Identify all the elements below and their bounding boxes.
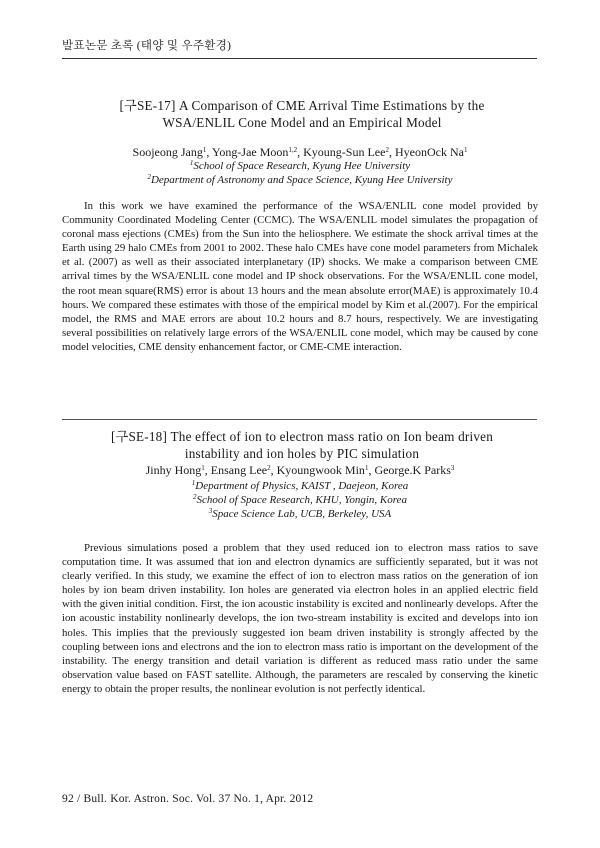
affiliation-line (62, 507, 538, 521)
header-rule (62, 58, 537, 59)
section-divider (62, 419, 537, 420)
article-2-abstract: Previous simulations posed a problem that they used reduced ion to electron mass ratios to save computation time. It was assumed that ion and electron dynamics are sufficiently separated, but it was not clearly verified. In this study, we examine the effect of ion to electron mass ratios on the generation of ion holes by ion beam driven instability. Ion holes are generated via electron holes in an applied electric field with the given initial condition. First, the ion acoustic instability is excited and nonlinearly develops. After the ion acoustic instability nonlinearly develops, the ion two-stream instability is excited and develops into ion holes. This implies that the previously suggested ion beam driven instability is strongly affected by the coupling between ions and electrons and the ion to electron mass ratio is important on the development of the instability. The energy transition and detail variation is different as reduced mass ratio under the same observation value based on FAST satellite. Although, the parameters are rescaled by conserving the kinetic energy to obtain the proper results, the nonlinear evolution is not perfectly identical. (62, 542, 538, 695)
article-1-title-line1: [구SE-17] A Comparison of CME Arrival Time Estimations by the (119, 98, 485, 113)
article-1-authors (62, 145, 538, 160)
article-1-abstract: In this work we have examined the performance of the WSA/ENLIL cone model provided by Community Coordinated Modeling Center (CCMC). The WSA/ENLIL model simulates the propagation of coronal mass ejections (CMEs) from the Sun into the heliosphere. We estimate the shock arrival times at the Earth using 29 halo CMEs from 2001 to 2002. These halo CMEs have cone model parameters from Michalek et al. (2007) as well as their associated interplanetary (IP) shocks. We make a comparison between CME arrival times by the WSA/ENLIL cone model and IP shock observations. For the WSA/ENLIL cone model, the root mean square(RMS) error is about 13 hours and the mean absolute error(MAE) is approximately 10.4 hours. We compared these estimates with those of the empirical model by Kim et al.(2007). For the empirical model, the RMS and MAE errors are about 10.2 hours and 8.7 hours, respectively. We are investigating several possibilities on relatively large errors of the WSA/ENLIL cone model, which may be caused by cone model velocities, CME density enhancement factor, or CME-CME interaction. (62, 200, 538, 353)
affiliation-line (62, 479, 538, 493)
affiliation-mark: 3 (208, 507, 213, 515)
author-separator: , (368, 463, 375, 477)
affiliation-text: Space Science Lab, UCB, Berkeley, USA (212, 508, 392, 520)
author-name: Kyoungwook Min (276, 463, 365, 477)
affiliation-text: Department of Astronomy and Space Science, Kyung Hee University (150, 174, 453, 186)
affiliation-text: School of Space Research, Kyung Hee University (193, 160, 411, 172)
author-affiliation-mark: 3 (450, 464, 455, 472)
author-separator: , (388, 145, 395, 159)
affiliation-text: School of Space Research, KHU, Yongin, Korea (196, 494, 407, 506)
author-affiliation-mark: 1 (364, 464, 369, 472)
affiliation-mark: 2 (192, 493, 197, 501)
article-2-title-line2: instability and ion holes by PIC simulation (184, 446, 420, 461)
author-separator: , (204, 463, 211, 477)
article-2-authors (62, 463, 538, 478)
affiliation-mark: 1 (189, 159, 194, 167)
author-name: HyeonOck Na (394, 145, 464, 159)
footer-citation: 92 / Bull. Kor. Astron. Soc. Vol. 37 No. 1, Apr. 2012 (62, 793, 314, 805)
article-2-title-line1: [구SE-18] The effect of ion to electron mass ratio on Ion beam driven (110, 429, 494, 444)
author-name: Kyoung-Sun Lee (303, 145, 386, 159)
author-affiliation-mark: 1 (202, 146, 207, 154)
author-separator: , (206, 145, 212, 159)
affiliation-text: Department of Physics, KAIST , Daejeon, Korea (195, 480, 409, 492)
affiliation-mark: 2 (147, 173, 151, 181)
author-name: Ensang Lee (210, 463, 268, 477)
author-affiliation-mark: 1,2 (288, 146, 298, 154)
affiliation-line (62, 493, 538, 507)
article-2-affiliations (62, 479, 538, 521)
author-name: George.K Parks (374, 463, 451, 477)
article-2-title (72, 428, 532, 462)
author-separator: , (297, 145, 304, 159)
author-affiliation-mark: 1 (201, 464, 205, 472)
affiliation-mark: 1 (191, 479, 196, 487)
running-head: 발표논문 초록 (태양 및 우주환경) (62, 40, 232, 52)
author-affiliation-mark: 1 (463, 146, 468, 154)
article-1-affiliations (62, 159, 538, 187)
author-affiliation-mark: 2 (385, 146, 389, 154)
author-name: Yong-Jae Moon (211, 145, 289, 159)
affiliation-line (62, 159, 538, 173)
author-affiliation-mark: 2 (267, 464, 271, 472)
author-separator: , (270, 463, 277, 477)
author-name: Soojeong Jang (132, 145, 203, 159)
author-name: Jinhy Hong (145, 463, 202, 477)
affiliation-line (62, 173, 538, 187)
article-1-title-line2: WSA/ENLIL Cone Model and an Empirical Model (162, 115, 442, 130)
article-1-title (72, 97, 532, 131)
